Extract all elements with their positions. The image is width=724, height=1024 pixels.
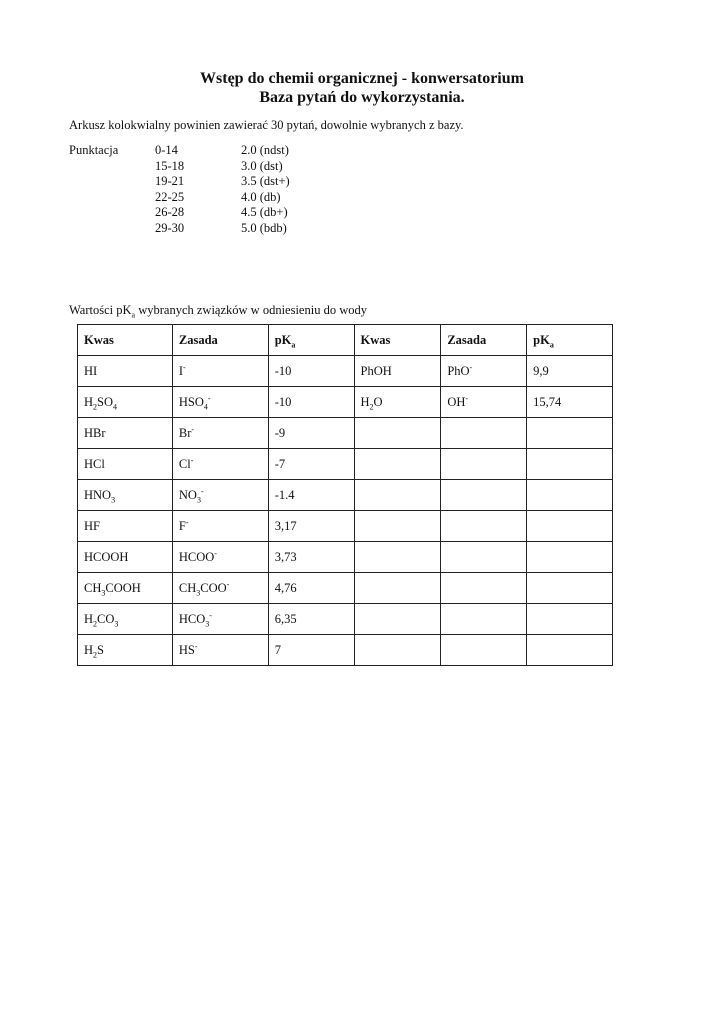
table-cell: [354, 604, 441, 635]
formula-superscript: -: [207, 393, 211, 403]
formula-text: HCOOH: [84, 549, 129, 564]
table-cell: [268, 356, 354, 387]
table-cell: [354, 573, 441, 604]
column-header-text: pK: [274, 332, 292, 347]
grading-grade: 3.0 (dst): [241, 158, 283, 173]
formula-superscript: -: [209, 610, 212, 620]
table-cell: [527, 418, 613, 449]
formula-text: CH: [178, 580, 197, 595]
table-cell: [172, 573, 268, 604]
formula-subscript: 3: [196, 495, 201, 504]
table-cell: [172, 387, 268, 418]
caption-subscript: a: [131, 310, 136, 320]
column-header-subscript: a: [549, 340, 554, 349]
formula-subscript: 4: [113, 402, 118, 411]
table-cell: [172, 480, 268, 511]
formula-text: F: [178, 518, 186, 533]
formula-text: HCl: [84, 456, 105, 471]
formula-text: I: [178, 363, 184, 378]
formula-text: HS: [178, 642, 195, 657]
table-cell: [527, 542, 613, 573]
formula-text: HCO: [178, 611, 206, 626]
grading-grade: 4.5 (db+): [241, 205, 288, 219]
formula-subscript: 3: [101, 588, 106, 597]
table-header-row: [78, 325, 613, 356]
grading-range: 0-14: [155, 143, 178, 157]
table-cell: [354, 511, 441, 542]
table-cell: [354, 387, 441, 418]
formula-subscript: 2: [93, 402, 98, 411]
table-row: [78, 542, 613, 573]
table-cell: [527, 356, 613, 387]
table-cell: [441, 418, 527, 449]
table-cell: [441, 573, 527, 604]
formula-text: PhOH: [360, 363, 392, 378]
column-header-text: Kwas: [360, 332, 391, 347]
formula-text: 4,76: [274, 580, 297, 595]
table-cell: [527, 387, 613, 418]
formula-superscript: -: [465, 393, 469, 403]
table-body: [78, 356, 613, 666]
formula-text: CO: [97, 611, 115, 626]
formula-text: -10: [274, 394, 292, 409]
table-cell: [268, 480, 354, 511]
formula-text: COOH: [105, 580, 141, 595]
table-row: [78, 418, 613, 449]
table-cell: [78, 418, 173, 449]
formula-superscript: -: [191, 424, 195, 434]
table-row: [78, 480, 613, 511]
column-header: [172, 325, 268, 356]
formula-text: Br: [178, 425, 192, 440]
table-cell: [354, 480, 441, 511]
formula-text: S: [97, 642, 104, 657]
formula-subscript: 4: [203, 402, 208, 411]
page-title: Wstęp do chemii organicznej - konwersatorium: [200, 70, 524, 87]
formula-text: 9,9: [533, 363, 549, 378]
grading-range: 19-21: [155, 174, 185, 188]
table-cell: [441, 542, 527, 573]
table-cell: [172, 635, 268, 666]
column-header-text: Kwas: [84, 332, 114, 347]
formula-text: COO: [200, 580, 227, 595]
table-row: [78, 573, 613, 604]
table-cell: [268, 418, 354, 449]
table-cell: [172, 356, 268, 387]
table-cell: [78, 480, 173, 511]
table-cell: [441, 356, 527, 387]
table-cell: [268, 573, 354, 604]
table-caption: [69, 303, 367, 318]
table-cell: [441, 387, 527, 418]
formula-text: 3,17: [274, 518, 297, 533]
table-cell: [78, 511, 173, 542]
formula-superscript: -: [200, 486, 204, 496]
grading-range: 15-18: [155, 158, 185, 173]
formula-subscript: 3: [111, 495, 116, 504]
table-cell: [268, 542, 354, 573]
table-cell: [172, 604, 268, 635]
formula-text: 15,74: [533, 394, 562, 409]
formula-text: 7: [274, 642, 281, 657]
column-header: [527, 325, 613, 356]
column-header-text: Zasada: [447, 332, 487, 347]
formula-text: -9: [274, 425, 286, 440]
caption-part: wybranych związków w odniesieniu do wody: [135, 303, 367, 317]
table-cell: [354, 356, 441, 387]
formula-text: -7: [274, 456, 286, 471]
formula-subscript: 3: [196, 588, 201, 597]
formula-text: Cl: [178, 456, 191, 471]
formula-text: H: [360, 394, 370, 409]
formula-text: H: [84, 611, 94, 626]
column-header: [354, 325, 441, 356]
grading-range: 29-30: [155, 220, 185, 235]
formula-subscript: 2: [93, 619, 98, 628]
table-cell: [354, 542, 441, 573]
formula-text: CH: [84, 580, 102, 595]
table-row: [78, 356, 613, 387]
formula-text: PhO: [447, 363, 470, 378]
grading-grade: 5.0 (bdb): [241, 220, 287, 235]
formula-superscript: -: [226, 579, 230, 589]
grading-range: 26-28: [155, 205, 185, 219]
table-cell: [354, 449, 441, 480]
table-cell: [527, 573, 613, 604]
formula-text: SO: [97, 394, 114, 409]
table-cell: [78, 635, 173, 666]
table-cell: [268, 387, 354, 418]
formula-text: HBr: [84, 425, 106, 440]
table-cell: [78, 356, 173, 387]
formula-text: 3,73: [274, 549, 297, 564]
table-cell: [441, 449, 527, 480]
formula-text: NO: [178, 487, 197, 502]
table-cell: [78, 604, 173, 635]
formula-text: HI: [84, 363, 98, 378]
formula-subscript: 2: [369, 402, 374, 411]
table-cell: [78, 542, 173, 573]
table-row: [78, 511, 613, 542]
formula-text: HCOO: [178, 549, 215, 564]
table-cell: [268, 511, 354, 542]
table-cell: [172, 449, 268, 480]
formula-subscript: 3: [205, 619, 210, 628]
table-cell: [354, 418, 441, 449]
table-cell: [441, 511, 527, 542]
caption-part: Wartości pK: [69, 303, 132, 317]
formula-text: O: [373, 394, 383, 409]
formula-superscript: -: [194, 641, 198, 651]
table-cell: [441, 480, 527, 511]
formula-superscript: -: [185, 517, 189, 527]
column-header-text: Zasada: [178, 332, 218, 347]
formula-subscript: 2: [93, 650, 98, 659]
formula-text: 6,35: [274, 611, 297, 626]
table-cell: [78, 387, 173, 418]
table-cell: [527, 480, 613, 511]
table-cell: [78, 449, 173, 480]
pka-table: [77, 324, 613, 666]
formula-text: HNO: [84, 487, 112, 502]
formula-text: OH: [447, 394, 466, 409]
table-cell: [527, 635, 613, 666]
formula-superscript: -: [183, 362, 186, 372]
table-cell: [441, 604, 527, 635]
formula-text: H: [84, 394, 94, 409]
table-cell: [268, 449, 354, 480]
table-cell: [78, 573, 173, 604]
formula-text: H: [84, 642, 94, 657]
formula-subscript: 3: [114, 619, 119, 628]
formula-superscript: -: [190, 455, 194, 465]
column-header: [78, 325, 173, 356]
formula-text: -1.4: [274, 487, 295, 502]
formula-text: HF: [84, 518, 100, 533]
table-cell: [527, 604, 613, 635]
column-header-text: pK: [533, 332, 550, 347]
table-cell: [527, 449, 613, 480]
table-cell: [268, 604, 354, 635]
table-row: [78, 604, 613, 635]
intro-text: Arkusz kolokwialny powinien zawierać 30 pytań, dowolnie wybranych z bazy.: [69, 118, 464, 132]
grading-label: Punktacja: [69, 143, 119, 157]
page-subtitle: Baza pytań do wykorzystania.: [259, 89, 465, 106]
table-cell: [172, 511, 268, 542]
column-header-subscript: a: [291, 340, 296, 349]
column-header: [441, 325, 527, 356]
table-cell: [172, 542, 268, 573]
table-row: [78, 449, 613, 480]
grading-grade: 4.0 (db): [241, 189, 281, 204]
formula-text: HSO: [178, 394, 204, 409]
formula-superscript: -: [469, 362, 473, 372]
grading-range: 22-25: [155, 189, 185, 204]
grading-grade: 2.0 (ndst): [241, 143, 289, 157]
column-header: [268, 325, 354, 356]
table-cell: [441, 635, 527, 666]
table-row: [78, 387, 613, 418]
table-cell: [268, 635, 354, 666]
formula-text: -10: [274, 363, 292, 378]
table-row: [78, 635, 613, 666]
grading-grade: 3.5 (dst+): [241, 174, 290, 188]
table-cell: [354, 635, 441, 666]
formula-superscript: -: [214, 548, 217, 558]
table-cell: [172, 418, 268, 449]
table-cell: [527, 511, 613, 542]
